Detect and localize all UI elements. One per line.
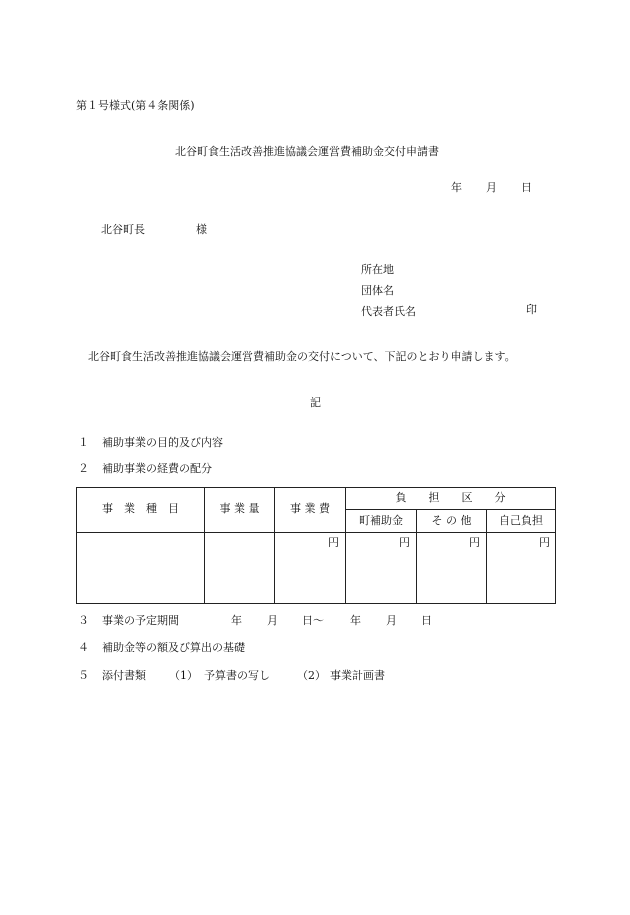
group-name-label: 団体名 (361, 284, 394, 297)
unit-yen-self-burden: 円 (539, 536, 550, 549)
period-to-day: 日 (421, 614, 432, 627)
unit-yen-other: 円 (469, 536, 480, 549)
header-other: そ の 他 (431, 514, 472, 527)
item-1-number: １ (78, 436, 89, 449)
period-to-month: 月 (386, 614, 397, 627)
period-from-month: 月 (267, 614, 278, 627)
attachment-2-text: 事業計画書 (330, 669, 385, 682)
seal-mark: 印 (526, 303, 537, 316)
attachment-1-number: （1） (169, 669, 198, 682)
item-2-text: 補助事業の経費の配分 (102, 462, 212, 475)
header-self-burden: 自己負担 (499, 514, 543, 527)
header-amount: 事 業 量 (219, 502, 260, 515)
date-day-label: 日 (521, 181, 532, 194)
ki-heading: 記 (310, 396, 321, 409)
form-number: 第１号様式(第４条関係) (76, 99, 195, 112)
date-year-label: 年 (451, 181, 462, 194)
item-3-number: ３ (78, 614, 89, 627)
header-cost: 事 業 費 (290, 502, 330, 515)
expense-allocation-table (76, 487, 556, 604)
item-3-text: 事業の予定期間 (102, 614, 179, 627)
header-burden-category: 負 担 区 分 (395, 491, 506, 504)
item-5-text: 添付書類 (102, 669, 146, 682)
item-4-number: ４ (78, 641, 89, 654)
item-2-number: ２ (78, 462, 89, 475)
item-5-number: ５ (78, 669, 89, 682)
representative-label: 代表者氏名 (361, 305, 416, 318)
period-from-year: 年 (231, 614, 242, 627)
period-from-day: 日～ (302, 614, 324, 627)
period-to-year: 年 (350, 614, 361, 627)
attachment-1-text: 予算書の写し (204, 669, 270, 682)
addressee-name: 北谷町長 (101, 223, 145, 236)
date-month-label: 月 (486, 181, 497, 194)
item-4-text: 補助金等の額及び算出の基礎 (102, 641, 245, 654)
attachment-2-number: （2） (297, 669, 326, 682)
address-label: 所在地 (361, 263, 394, 276)
unit-yen-cost: 円 (328, 536, 339, 549)
addressee-honorific: 様 (196, 223, 207, 236)
header-town-subsidy: 町補助金 (359, 514, 403, 527)
application-statement: 北谷町食生活改善推進協議会運営費補助金の交付について、下記のとおり申請します。 (88, 350, 516, 363)
header-item-type: 事 業 種 目 (102, 502, 179, 515)
unit-yen-town-subsidy: 円 (399, 536, 410, 549)
document-title: 北谷町食生活改善推進協議会運営費補助金交付申請書 (175, 145, 439, 158)
item-1-text: 補助事業の目的及び内容 (102, 436, 223, 449)
